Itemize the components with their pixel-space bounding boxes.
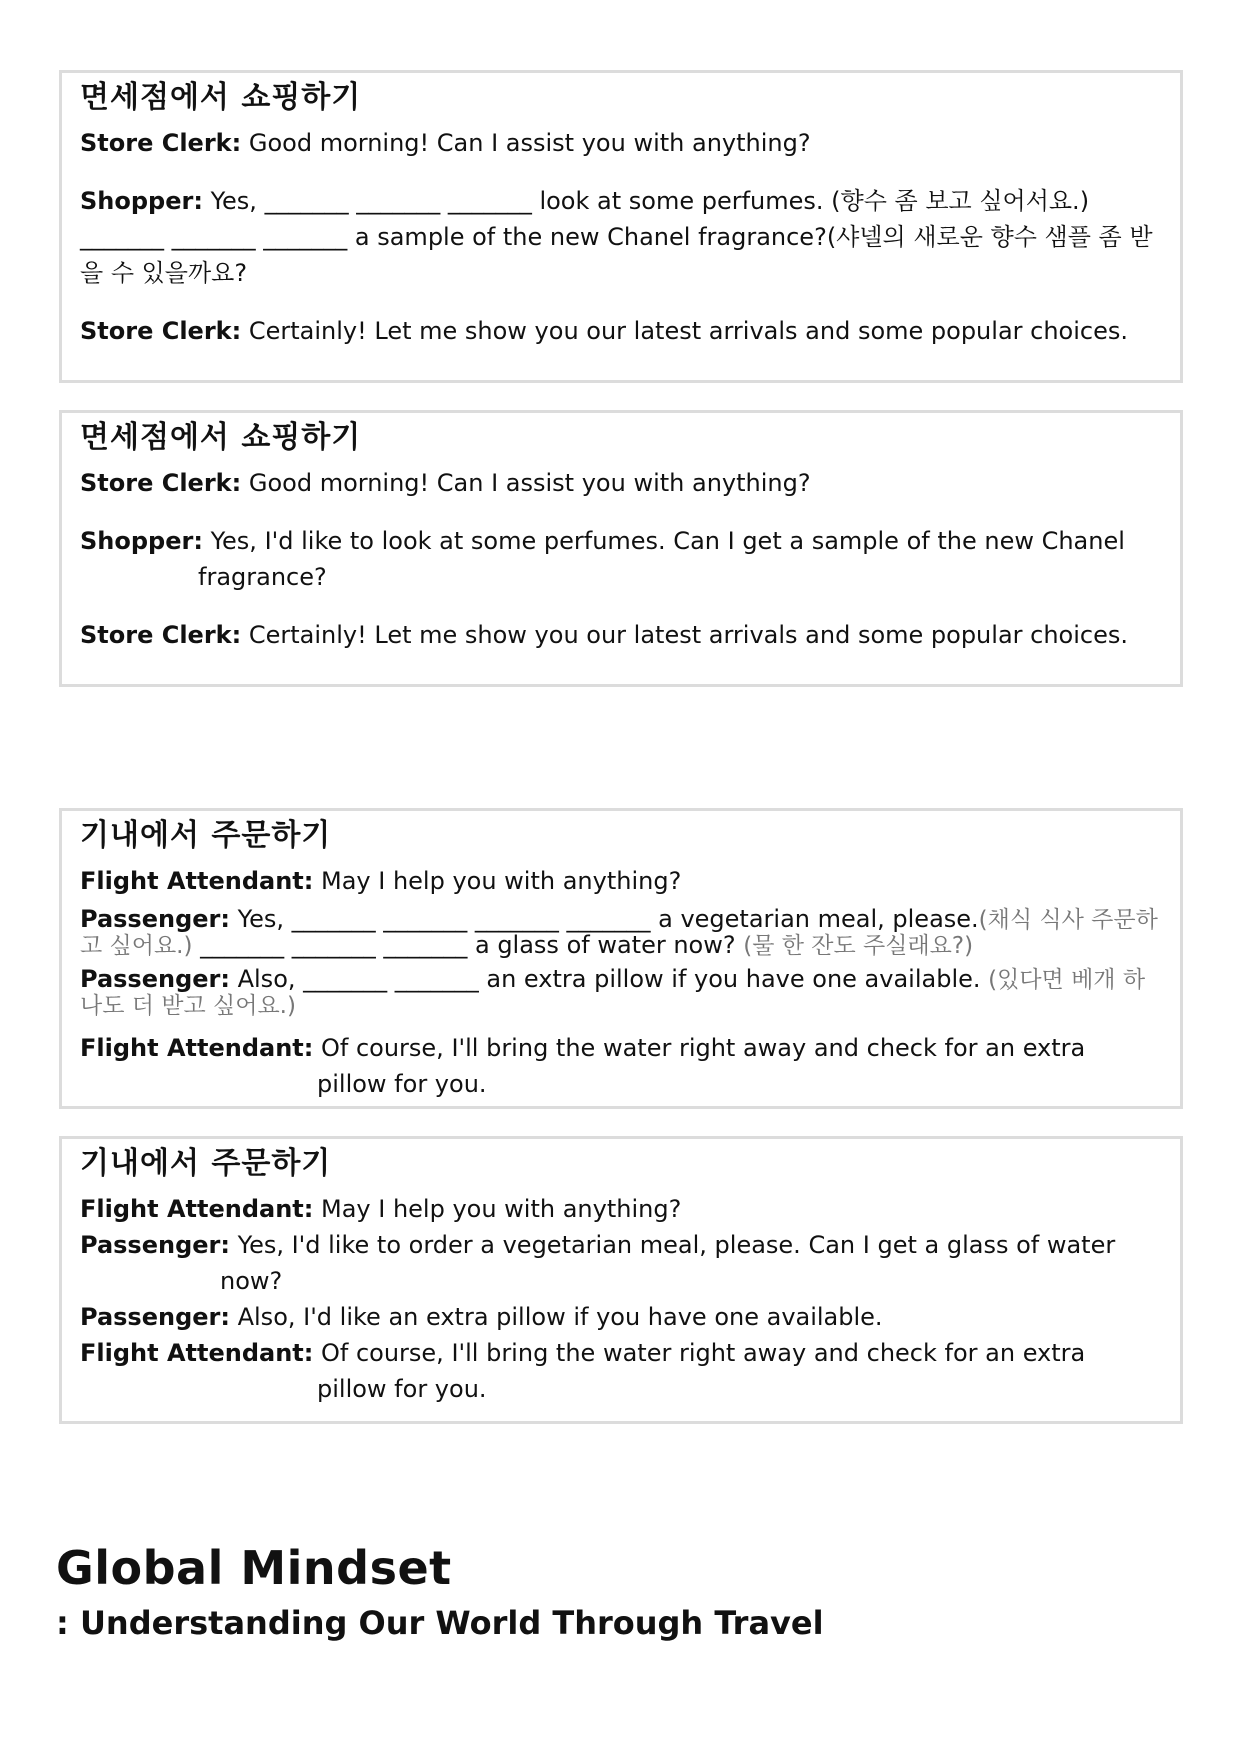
box-title: 기내에서 주문하기 [80, 1146, 332, 1181]
dialogue-text: Certainly! Let me show you our latest arrivals and some popular choices. [241, 621, 1128, 649]
speaker-label: Store Clerk: [80, 129, 242, 157]
speaker-label: Shopper: [80, 187, 203, 215]
dialogue-text: Yes, _______ _______ _______ look at some perfumes. (향수 좀 보고 싶어서요.) _______ _______ _______ a sample of the new Chanel fragrance?(샤넬의 새로운 향수 샘플 좀 받을 수 있을까요? [80, 187, 1153, 287]
speaker-label: Passenger: [80, 1303, 230, 1331]
speaker-label: Flight Attendant: [80, 867, 314, 895]
speaker-label: Shopper: [80, 527, 203, 555]
dialogue-text: Yes, _______ _______ _______ _______ a vegetarian meal, please. [229, 905, 979, 933]
dialogue-text: Yes, I'd like to look at some perfumes. Can I get a sample of the new Chanel fragrance? [198, 527, 1125, 591]
dialogue-line [80, 125, 1162, 161]
speaker-label: Passenger: [80, 965, 230, 993]
box-title: 기내에서 주문하기 [80, 818, 332, 853]
dialogue-line [80, 1335, 1162, 1407]
dialogue-line [80, 863, 1162, 899]
korean-hint: (채식 식사 주문하고 싶어요.) [80, 907, 1158, 959]
korean-hint: (있다면 베개 하나도 더 받고 싶어요.) [80, 967, 1146, 1019]
dialogue-text: May I help you with anything? [313, 867, 682, 895]
dialogue-line [80, 1191, 1162, 1227]
dialogue-line [80, 465, 1162, 501]
speaker-label: Flight Attendant: [80, 1195, 314, 1223]
dialogue-line [80, 1299, 1162, 1335]
dialogue-text: _______ _______ _______ a glass of water now? [192, 931, 744, 959]
speaker-label: Passenger: [80, 1231, 230, 1259]
dialogue-text: Good morning! Can I assist you with anything? [241, 469, 811, 497]
dialogue-text: Certainly! Let me show you our latest arrivals and some popular choices. [241, 317, 1128, 345]
dialogue-box-dutyfree-exercise [59, 70, 1183, 383]
dialogue-line [80, 183, 1162, 291]
dialogue-text: Yes, I'd like to order a vegetarian meal, please. Can I get a glass of water now? [220, 1231, 1116, 1295]
speaker-label: Store Clerk: [80, 317, 242, 345]
speaker-label: Flight Attendant: [80, 1339, 314, 1367]
dialogue-text: Also, _______ _______ an extra pillow if you have one available. [229, 965, 989, 993]
dialogue-text: Of course, I'll bring the water right away and check for an extra pillow for you. [313, 1339, 1086, 1403]
dialogue-text: May I help you with anything? [313, 1195, 682, 1223]
speaker-label: Store Clerk: [80, 621, 242, 649]
speaker-label: Flight Attendant: [80, 1034, 314, 1062]
dialogue-text: Good morning! Can I assist you with anything? [241, 129, 811, 157]
dialogue-line [80, 1227, 1162, 1299]
box-title: 면세점에서 쇼핑하기 [80, 420, 362, 455]
dialogue-box-inflight-answer [59, 1136, 1183, 1424]
section-title: Global Mindset [56, 1541, 452, 1595]
speaker-label: Store Clerk: [80, 469, 242, 497]
dialogue-box-dutyfree-answer [59, 410, 1183, 687]
dialogue-line [80, 967, 1162, 1019]
dialogue-line [80, 523, 1162, 595]
section-subtitle: : Understanding Our World Through Travel [56, 1604, 824, 1642]
dialogue-line [80, 313, 1162, 349]
dialogue-text: Of course, I'll bring the water right away and check for an extra pillow for you. [313, 1034, 1086, 1098]
dialogue-line [80, 617, 1162, 653]
dialogue-line [80, 1030, 1162, 1102]
dialogue-box-inflight-exercise [59, 808, 1183, 1109]
korean-hint: (물 한 잔도 주실래요?) [743, 933, 974, 959]
dialogue-line [80, 907, 1162, 959]
box-title: 면세점에서 쇼핑하기 [80, 80, 362, 115]
dialogue-text: Also, I'd like an extra pillow if you have one available. [229, 1303, 883, 1331]
speaker-label: Passenger: [80, 905, 230, 933]
